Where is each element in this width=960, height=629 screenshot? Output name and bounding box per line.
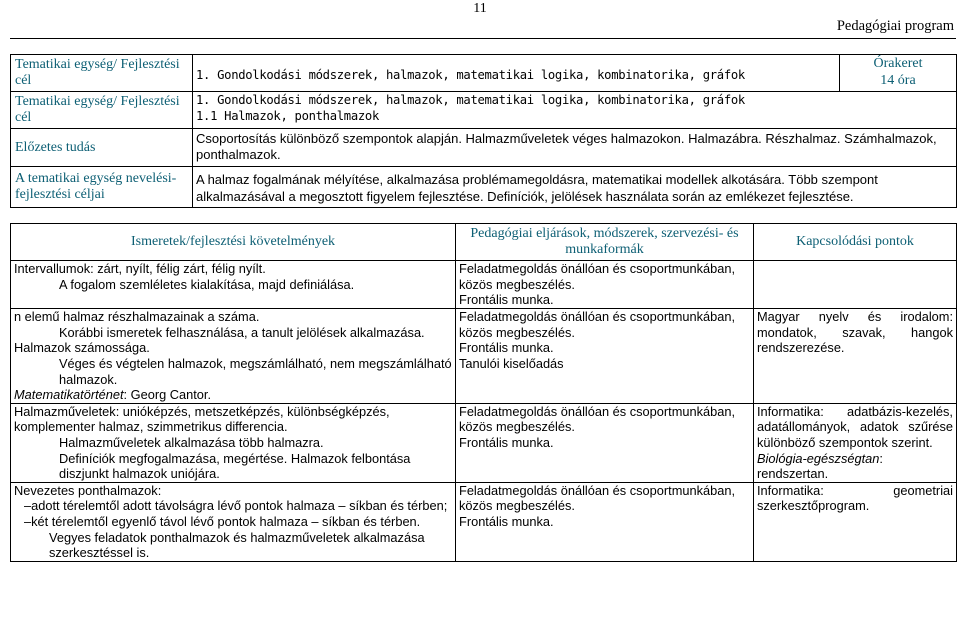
- knowledge-line: Halmazok számossága.: [14, 340, 150, 356]
- knowledge-line: Halmazműveletek: unióképzés, metszetképzés, különbségképzés, komplementer halmaz, szimmetrikus differencia.: [14, 403, 390, 435]
- knowledge-line: Vegyes feladatok ponthalmazok és halmazműveletek alkalmazása szerkesztéssel is.: [49, 529, 425, 561]
- knowledge-cell: [11, 403, 456, 482]
- unit-content: 1. Gondolkodási módszerek, halmazok, matematikai logika, kombinatorika, gráfok: [193, 55, 840, 92]
- knowledge-line: Intervallumok: zárt, nyílt, félig zárt, félig nyílt.: [14, 261, 266, 276]
- subunit-line-1: 1. Gondolkodási módszerek, halmazok, matematikai logika, kombinatorika, gráfok: [196, 93, 745, 107]
- connections-cell: [754, 261, 957, 309]
- methods-cell: [456, 403, 754, 482]
- connections-cell: [754, 309, 957, 404]
- hours-cell: [840, 55, 957, 92]
- knowledge-cell: [11, 309, 456, 404]
- hours-value: 14 óra: [880, 73, 916, 88]
- methods-line: Tanulói kiselőadás: [459, 355, 564, 371]
- knowledge-line: Halmazműveletek alkalmazása több halmazra.: [59, 434, 324, 450]
- history-text: : Georg Cantor.: [123, 387, 212, 403]
- connections-line: Informatika: adatbázis-kezelés, adatállományok, adatok szűrése különböző szempontok szerint.: [757, 403, 953, 450]
- unit-row: [11, 55, 957, 92]
- prior-knowledge-content: Csoportosítás különböző szempontok alapján. Halmazműveletek véges halmazokon. Halmazábra. Részhalmaz. Számhalmazok, ponthalmazok.: [193, 129, 957, 167]
- header-connections: Kapcsolódási pontok: [754, 224, 957, 261]
- knowledge-line: –két térelemtől egyenlő távol lévő pontok halmaza – síkban és térben.: [24, 513, 421, 529]
- spacer: [14, 292, 452, 308]
- unit-summary-table: [10, 54, 957, 208]
- table-row: [11, 482, 957, 561]
- methods-cell: [456, 482, 754, 561]
- prior-knowledge-label: Előzetes tudás: [11, 129, 193, 167]
- table-row: [11, 403, 957, 482]
- goals-label: A tematikai egység nevelési-fejlesztési céljai: [11, 167, 193, 208]
- knowledge-line: Korábbi ismeretek felhasználása, a tanult jelölések alkalmazása.: [59, 324, 425, 340]
- subunit-line-2: 1.1 Halmazok, ponthalmazok: [196, 109, 379, 123]
- hours-label: Órakeret: [873, 56, 923, 71]
- connections-cell: [754, 403, 957, 482]
- knowledge-line: Definíciók megfogalmazása, megértése. Halmazok felbontása diszjunkt halmazok uniójára.: [59, 450, 411, 482]
- history-label: Matematikatörténet: [14, 387, 124, 403]
- knowledge-line: Véges és végtelen halmazok, megszámlálható, nem megszámlálható halmazok.: [59, 355, 452, 387]
- connections-cell: [754, 482, 957, 561]
- goals-row: [11, 167, 957, 208]
- prior-knowledge-row: [11, 129, 957, 167]
- methods-line: Feladatmegoldás önállóan és csoportmunkában, közös megbeszélés.: [459, 403, 736, 435]
- page-number: 11: [473, 1, 487, 16]
- connections-line: Informatika: geometriai szerkesztőprogram.: [757, 482, 953, 514]
- knowledge-cell: [11, 482, 456, 561]
- connections-line: [757, 451, 953, 482]
- methods-line: Feladatmegoldás önállóan és csoportmunkában, közös megbeszélés.: [459, 261, 736, 292]
- methods-line: Frontális munka.: [459, 513, 554, 529]
- knowledge-line: [14, 387, 452, 403]
- methods-line: Feladatmegoldás önállóan és csoportmunkában, közös megbeszélés.: [459, 482, 736, 514]
- methods-line: Frontális munka.: [459, 434, 554, 450]
- biology-text: : rendszertan.: [757, 450, 883, 482]
- header-rule: [10, 38, 956, 39]
- table-row: [11, 261, 957, 309]
- knowledge-cell: [11, 261, 456, 309]
- knowledge-line: Nevezetes ponthalmazok:: [14, 482, 162, 498]
- biology-label: Biológia-egészségtan: [757, 450, 880, 466]
- page-header-title: Pedagógiai program: [836, 18, 954, 34]
- unit-label: Tematikai egység/ Fejlesztési cél: [11, 55, 193, 92]
- requirements-header-row: [11, 224, 957, 261]
- subunit-content: [193, 92, 957, 129]
- connections-line: Magyar nyelv és irodalom: mondatok, szavak, hangok rendszerezése.: [757, 309, 953, 356]
- subunit-label: Tematikai egység/ Fejlesztési cél: [11, 92, 193, 129]
- methods-cell: [456, 261, 754, 309]
- header-methods: Pedagógiai eljárások, módszerek, szervezési- és munkaformák: [456, 224, 754, 261]
- knowledge-line: –adott térelemtől adott távolságra lévő pontok halmaza – síkban és térben;: [24, 498, 448, 514]
- subunit-row: [11, 92, 957, 129]
- knowledge-line: n elemű halmaz részhalmazainak a száma.: [14, 309, 260, 325]
- table-row: [11, 309, 957, 404]
- requirements-table: [10, 223, 957, 562]
- methods-line: Frontális munka.: [459, 292, 554, 308]
- methods-line: Feladatmegoldás önállóan és csoportmunkában, közös megbeszélés.: [459, 309, 736, 340]
- methods-cell: [456, 309, 754, 404]
- goals-content: A halmaz fogalmának mélyítése, alkalmazása problémamegoldásra, matematikai modellek alkotására. Több szempont alkalmazásával a megosztott figyelem fejlesztése. Definíciók, jelölések használata során az emlékezet fejlesztése.: [193, 167, 957, 208]
- header-knowledge: Ismeretek/fejlesztési követelmények: [11, 224, 456, 261]
- methods-line: Frontális munka.: [459, 340, 554, 356]
- knowledge-line: A fogalom szemléletes kialakítása, majd definiálása.: [59, 276, 355, 292]
